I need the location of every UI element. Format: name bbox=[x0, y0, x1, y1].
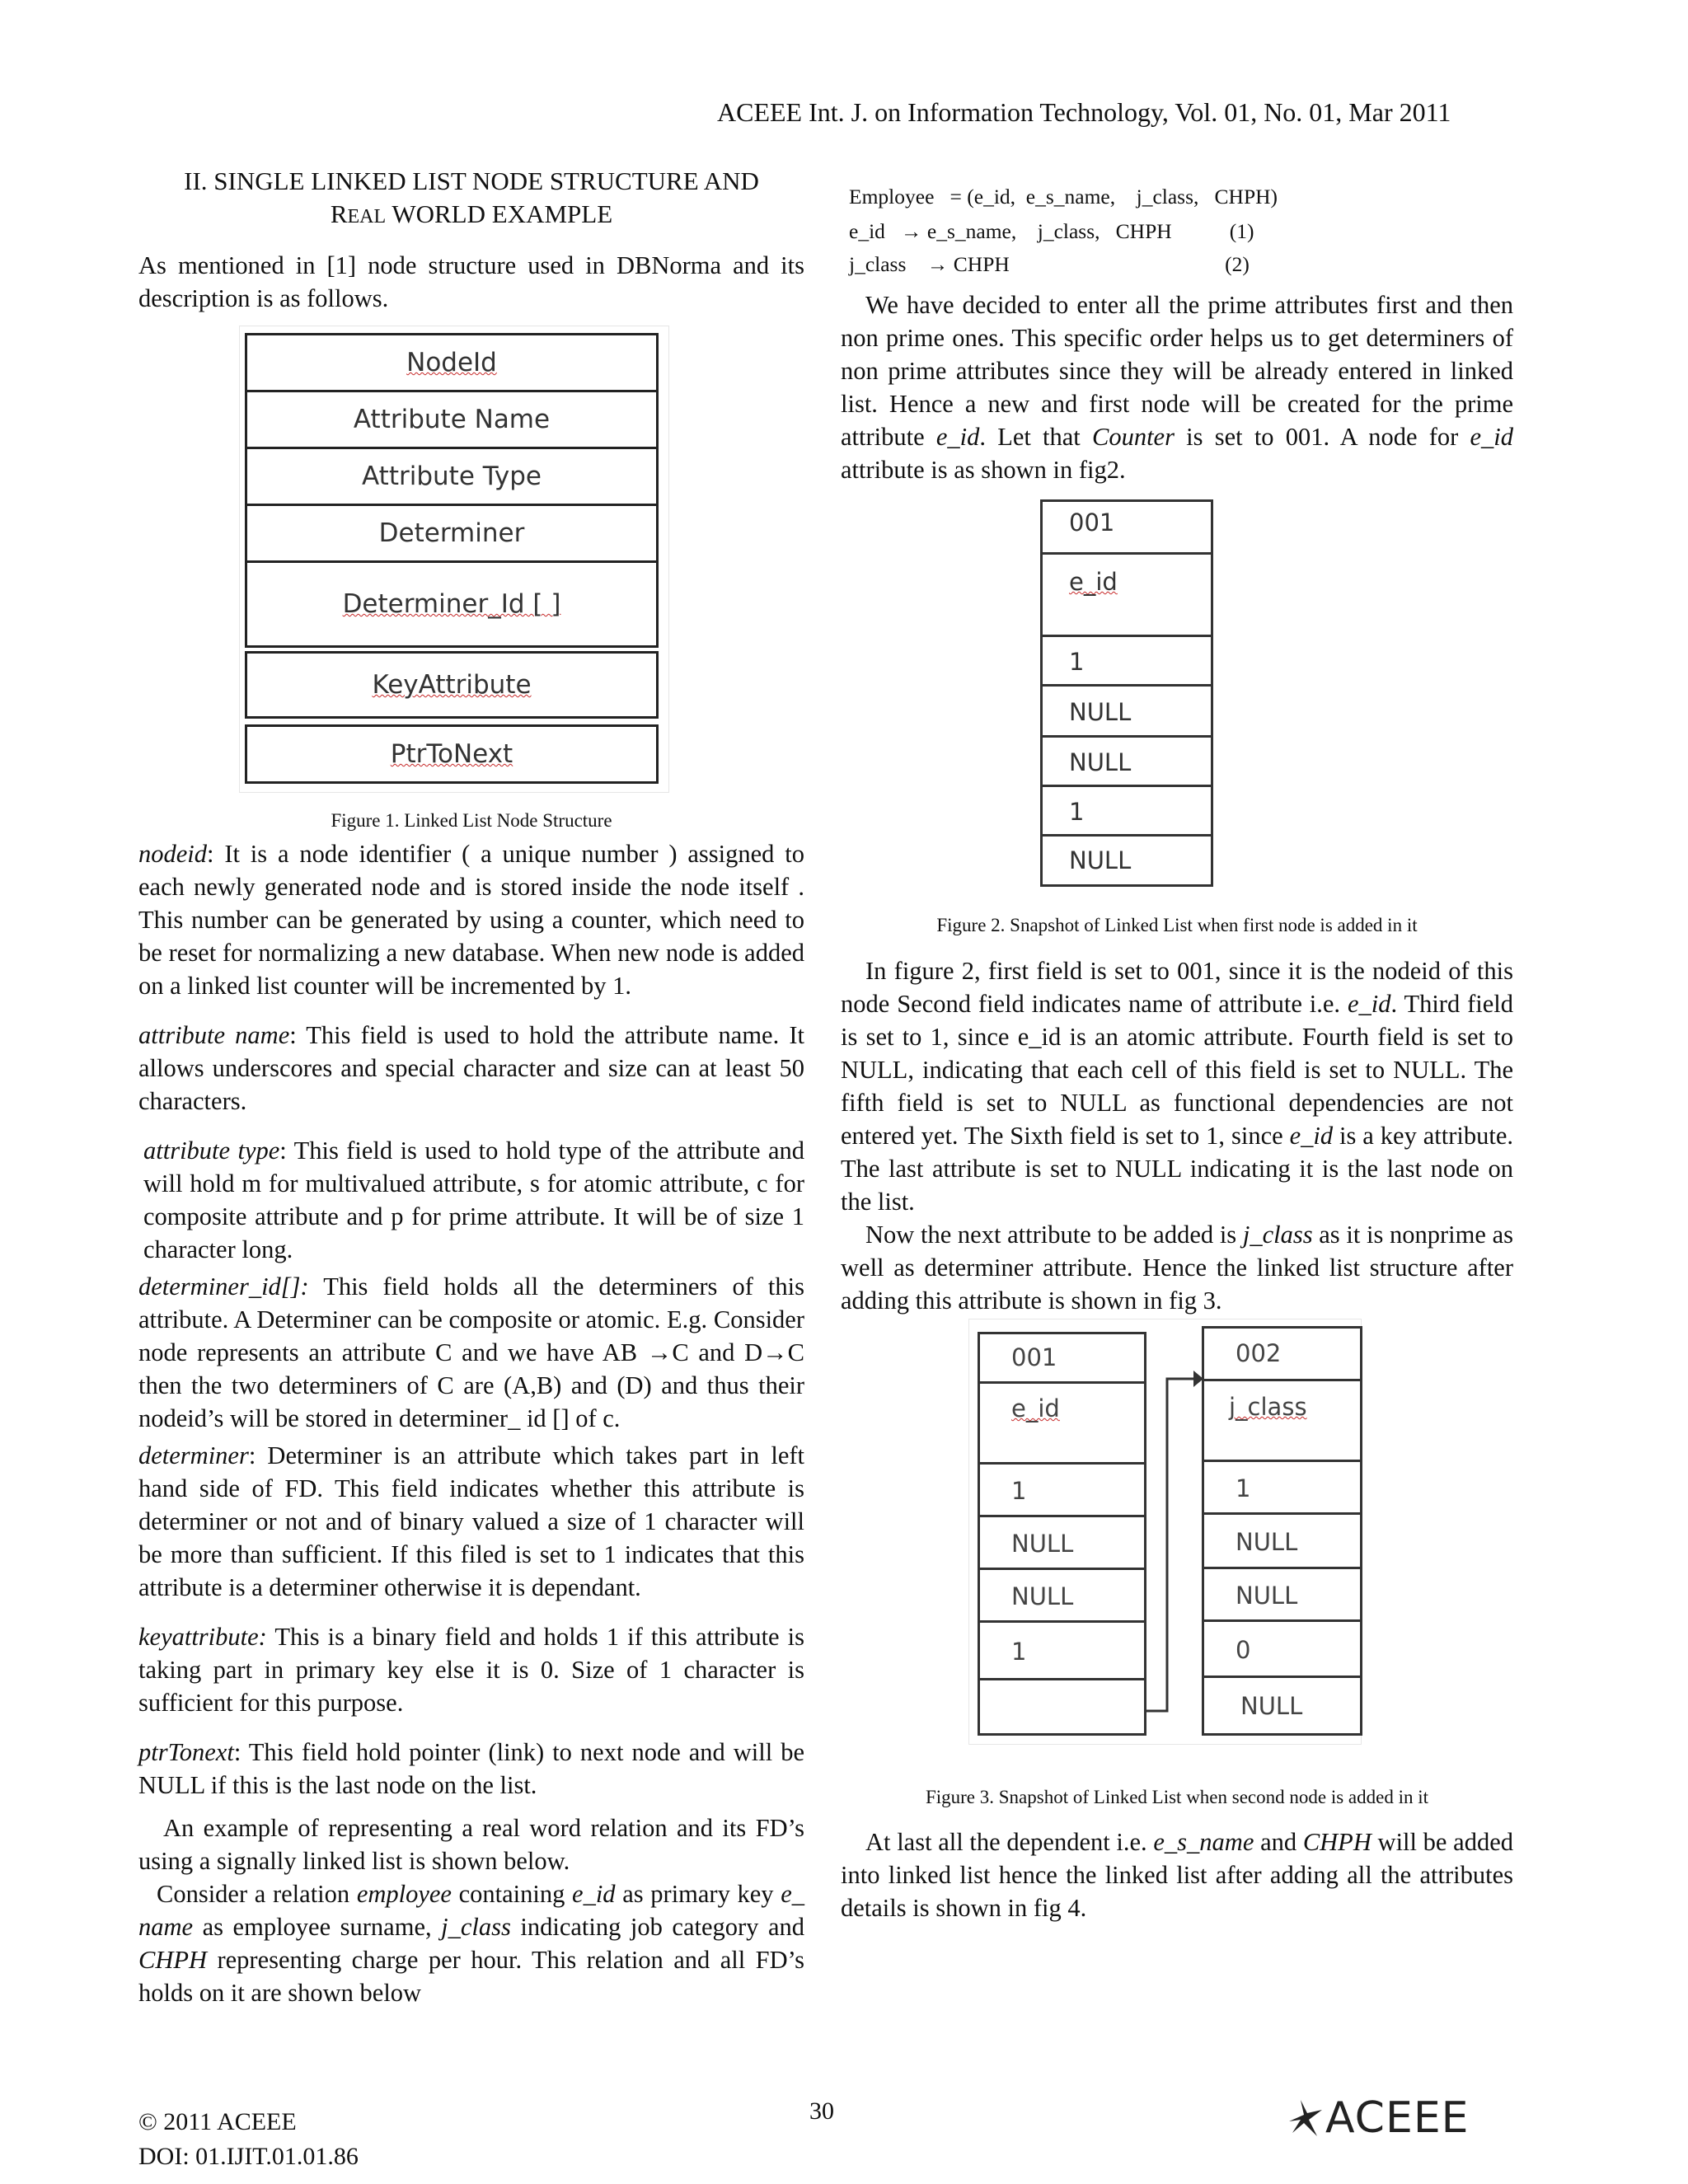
fig2-cell-determiner-id: NULL bbox=[1043, 738, 1211, 787]
arrow-2: → bbox=[762, 1338, 788, 1366]
figure-1-caption: Figure 1. Linked List Node Structure bbox=[331, 810, 612, 831]
intro-text: As mentioned in [1] node structure used in DBNorma and its description is as follows. bbox=[138, 251, 804, 312]
fig3-node1-attribute-type: 1 bbox=[980, 1465, 1144, 1517]
nodeid-paragraph bbox=[138, 837, 804, 1002]
right-p2-eid2: e_id bbox=[1289, 1122, 1334, 1150]
figure-1-node-structure bbox=[239, 326, 669, 793]
right-p1-b: . Let that bbox=[979, 423, 1092, 451]
aceee-logo-mark-icon bbox=[1286, 2093, 1325, 2143]
determiner-id-paragraph bbox=[138, 1270, 804, 1435]
right-p1-text bbox=[841, 288, 1513, 486]
equation-relation: Employee = (e_id, e_s_name, j_class, CHPH) bbox=[849, 185, 1278, 209]
fig1-field-nodeid bbox=[245, 333, 659, 392]
consider-e: indicating job category and bbox=[510, 1913, 804, 1941]
right-p1-eid: e_id bbox=[935, 423, 980, 451]
fig1-field-keyattribute-label: KeyAttribute bbox=[372, 670, 532, 700]
determiner-id-text-c: C then the two determiners of C are (A,B) and (D) and thus their nodeid’s will be stored in determiner_ id [] of c. bbox=[138, 1338, 804, 1432]
fig1-field-attribute-name-label: Attribute Name bbox=[353, 405, 551, 434]
right-p1-counter: Counter bbox=[1091, 423, 1175, 451]
fig2-cell-ptrtonext: NULL bbox=[1069, 846, 1132, 874]
section-title-r: R bbox=[330, 199, 348, 228]
section-title-line1: II. SINGLE LINKED LIST NODE STRUCTURE AND bbox=[184, 166, 759, 195]
consider-employee: employee bbox=[356, 1880, 452, 1908]
right-p2-eid: e_id bbox=[1347, 990, 1391, 1018]
fig3-node2-determiner: NULL bbox=[1204, 1515, 1360, 1569]
right-p4-b: and bbox=[1254, 1828, 1303, 1856]
right-p2-b: . Third field is set to 1, since e_id is an atomic attribute. Fourth field is set to NULL, indicating that each cell of this field is set to NULL. The fifth field is set to NULL as functional dependencies are not entered yet. The Sixth field is set to 1, since bbox=[841, 990, 1514, 1150]
figure-2-first-node bbox=[1040, 499, 1213, 887]
right-p3-b: as it is nonprime as well as determiner attribute. Hence the linked list structure after adding this attribute is shown in fig 3. bbox=[841, 1221, 1513, 1315]
fig1-field-attribute-type bbox=[245, 447, 659, 506]
right-p2-a: In figure 2, first field is set to 001, since it is the nodeid of this node Second field indicates name of attribute i.e. bbox=[841, 957, 1513, 1018]
fig1-field-ptrtonext bbox=[245, 724, 659, 784]
consider-a: Consider a relation bbox=[157, 1880, 357, 1908]
consider-paragraph bbox=[138, 1877, 804, 2009]
nodeid-term: nodeid bbox=[138, 840, 208, 868]
consider-jclass: j_class bbox=[441, 1913, 511, 1941]
right-p4-esname: e_s_name bbox=[1153, 1828, 1254, 1856]
figure-2-caption: Figure 2. Snapshot of Linked List when first node is added in it bbox=[936, 915, 1418, 935]
footer-copyright: © 2011 ACEEE bbox=[138, 2108, 297, 2135]
fig2-cell-nodeid: 001 bbox=[1043, 502, 1211, 555]
running-head: ACEEE Int. J. on Information Technology, Vol. 01, No. 01, Mar 2011 bbox=[717, 97, 1451, 127]
fig3-node1-nodeid: 001 bbox=[980, 1334, 1144, 1384]
aceee-logo-text: ACEEE bbox=[1325, 2093, 1470, 2143]
fig2-cell-attribute-name bbox=[1043, 555, 1211, 637]
right-p1-a: We have decided to enter all the prime attributes first and then non prime ones. This specific order helps us to get determiners of non prime attributes since they will be already entered in linked list. Hence a new and first node will be created for the prime attribute bbox=[841, 291, 1513, 451]
right-p1-d: attribute is as shown in fig2. bbox=[841, 456, 1126, 484]
right-p4-c: will be added into linked list hence the linked list after adding all the attributes details is shown in fig 4. bbox=[841, 1828, 1513, 1922]
page-number: 30 bbox=[809, 2097, 834, 2125]
fig1-field-attribute-name bbox=[245, 390, 659, 449]
keyattribute-paragraph bbox=[138, 1620, 804, 1719]
left-column-definitions bbox=[138, 837, 804, 2009]
determiner-id-text-a: This field holds all the determiners of this attribute. A Determiner can be composite or atomic. E.g. Consider node represents an attribute C and we have AB bbox=[138, 1272, 804, 1366]
section-title bbox=[138, 165, 804, 233]
fig2-cell-attribute-name-label: e_id bbox=[1069, 568, 1118, 596]
arrow-1: → bbox=[646, 1338, 673, 1366]
consider-c: as primary key bbox=[615, 1880, 781, 1908]
right-p4-text bbox=[841, 1825, 1513, 1924]
determiner-id-text-b: C and D bbox=[672, 1338, 763, 1366]
right-paragraph-4 bbox=[841, 1825, 1513, 1924]
fig1-field-determiner-id-label: Determiner_Id [ ] bbox=[342, 589, 561, 619]
fig2-cell-keyattribute: 1 bbox=[1043, 787, 1211, 837]
attribute-name-text: : This field is used to hold the attribute name. It allows underscores and special character and size can at least 50 characters. bbox=[138, 1021, 804, 1115]
fig3-node1-determiner: NULL bbox=[980, 1517, 1144, 1570]
fig1-field-determiner-label: Determiner bbox=[378, 518, 525, 548]
consider-chph: CHPH bbox=[138, 1946, 208, 1974]
section-title-eal: EAL bbox=[347, 206, 387, 227]
right-paragraphs-2-3 bbox=[841, 954, 1513, 1317]
consider-b: containing bbox=[451, 1880, 573, 1908]
right-p2-c: is a key attribute. The last attribute is set to NULL indicating it is the last node on the list. bbox=[841, 1122, 1513, 1216]
right-p4-a: At last all the dependent i.e. bbox=[865, 1828, 1154, 1856]
ptrtonext-paragraph bbox=[138, 1736, 804, 1802]
determiner-term: determiner bbox=[138, 1441, 249, 1469]
figure-3-two-nodes bbox=[968, 1319, 1362, 1745]
consider-f: representing charge per hour. This relation and all FD’s holds on it are shown below bbox=[138, 1946, 804, 2007]
fig3-node2-determiner-id: NULL bbox=[1204, 1569, 1360, 1622]
right-p2-text bbox=[841, 954, 1513, 1218]
intro-paragraph bbox=[138, 249, 804, 315]
fig3-node2-nodeid: 002 bbox=[1204, 1329, 1360, 1381]
fig2-cell-determiner: NULL bbox=[1043, 687, 1211, 738]
fig3-node2-keyattribute: 0 bbox=[1204, 1622, 1360, 1678]
section-title-rest: WORLD EXAMPLE bbox=[386, 199, 613, 228]
fig1-field-determiner-id bbox=[245, 560, 659, 648]
right-p3-text bbox=[841, 1218, 1513, 1317]
keyattribute-term: keyattribute: bbox=[138, 1623, 267, 1651]
determiner-paragraph bbox=[138, 1439, 804, 1604]
attribute-type-text: : This field is used to hold type of the attribute and will hold m for multivalued attribute, s for atomic attribute, c for composite attribute and p for prime attribute. It will be of size 1 character long. bbox=[143, 1137, 804, 1263]
right-p3-a: Now the next attribute to be added is bbox=[865, 1221, 1243, 1249]
section-title-line2 bbox=[138, 198, 804, 233]
fig3-pointer-arrow bbox=[969, 1319, 1361, 1744]
fig1-field-determiner bbox=[245, 504, 659, 563]
right-p4-chph: CHPH bbox=[1302, 1828, 1372, 1856]
fig3-node2-attribute-type: 1 bbox=[1204, 1462, 1360, 1515]
aceee-logo bbox=[1286, 2093, 1517, 2143]
attribute-type-paragraph bbox=[138, 1134, 804, 1266]
fig1-field-attribute-type-label: Attribute Type bbox=[362, 462, 542, 491]
figure-3-caption: Figure 3. Snapshot of Linked List when second node is added in it bbox=[925, 1787, 1429, 1807]
example-paragraph: An example of representing a real word relation and its FD’s using a signally linked list is shown below. bbox=[138, 1814, 804, 1875]
attribute-name-paragraph bbox=[138, 1019, 804, 1118]
attribute-type-term: attribute type bbox=[143, 1137, 280, 1165]
fig3-node1-keyattribute: 1 bbox=[980, 1623, 1144, 1680]
consider-d: as employee surname, bbox=[193, 1913, 442, 1941]
fig2-cell-attribute-type: 1 bbox=[1043, 637, 1211, 687]
right-p3-jclass: j_class bbox=[1242, 1221, 1313, 1249]
nodeid-text: : It is a node identifier ( a unique number ) assigned to each newly generated node and is stored inside the node itself . This number can be generated by using a counter, which need to be reset for normalizing a new database. When new node is added on a linked list counter will be incremented by 1. bbox=[138, 840, 804, 1000]
fig1-field-ptrtonext-label: PtrToNext bbox=[390, 739, 513, 769]
fig1-field-nodeid-label: NodeId bbox=[406, 348, 497, 377]
fig3-node1-determiner-id: NULL bbox=[980, 1570, 1144, 1623]
right-p1-eid2: e_id bbox=[1470, 423, 1513, 451]
right-p1-c: is set to 001. A node for bbox=[1174, 423, 1470, 451]
consider-ename: e_ name bbox=[138, 1880, 804, 1941]
right-paragraph-1 bbox=[841, 288, 1513, 486]
attribute-name-term: attribute name bbox=[138, 1021, 290, 1049]
equation-fd-1: e_id → e_s_name, j_class, CHPH (1) bbox=[849, 219, 1254, 243]
ptrtonext-term: ptrTonext bbox=[138, 1738, 234, 1766]
footer-doi: DOI: 01.IJIT.01.01.86 bbox=[138, 2143, 359, 2170]
keyattribute-text: This is a binary field and holds 1 if this attribute is taking part in primary key else it is 0. Size of 1 character is sufficient for this purpose. bbox=[138, 1623, 804, 1717]
determiner-text: : Determiner is an attribute which takes part in left hand side of FD. This field indicates whether this attribute is determiner or not and of binary valued a size of 1 character will be more than sufficient. If this filed is set to 1 indicates that this attribute is a determiner otherwise it is dependant. bbox=[138, 1441, 804, 1601]
consider-eid: e_id bbox=[572, 1880, 616, 1908]
fig1-field-keyattribute bbox=[245, 651, 659, 719]
fig3-node2-ptrtonext: NULL bbox=[1240, 1692, 1303, 1720]
equation-fd-2: j_class → CHPH (2) bbox=[849, 252, 1250, 276]
determiner-id-term: determiner_id[]: bbox=[138, 1272, 309, 1301]
fig3-node2-attribute-name-label: j_class bbox=[1229, 1393, 1307, 1421]
fig3-node1-attribute-name-label: e_id bbox=[1011, 1394, 1060, 1422]
ptrtonext-text: : This field hold pointer (link) to next node and will be NULL if this is the last node on the list. bbox=[138, 1738, 804, 1799]
